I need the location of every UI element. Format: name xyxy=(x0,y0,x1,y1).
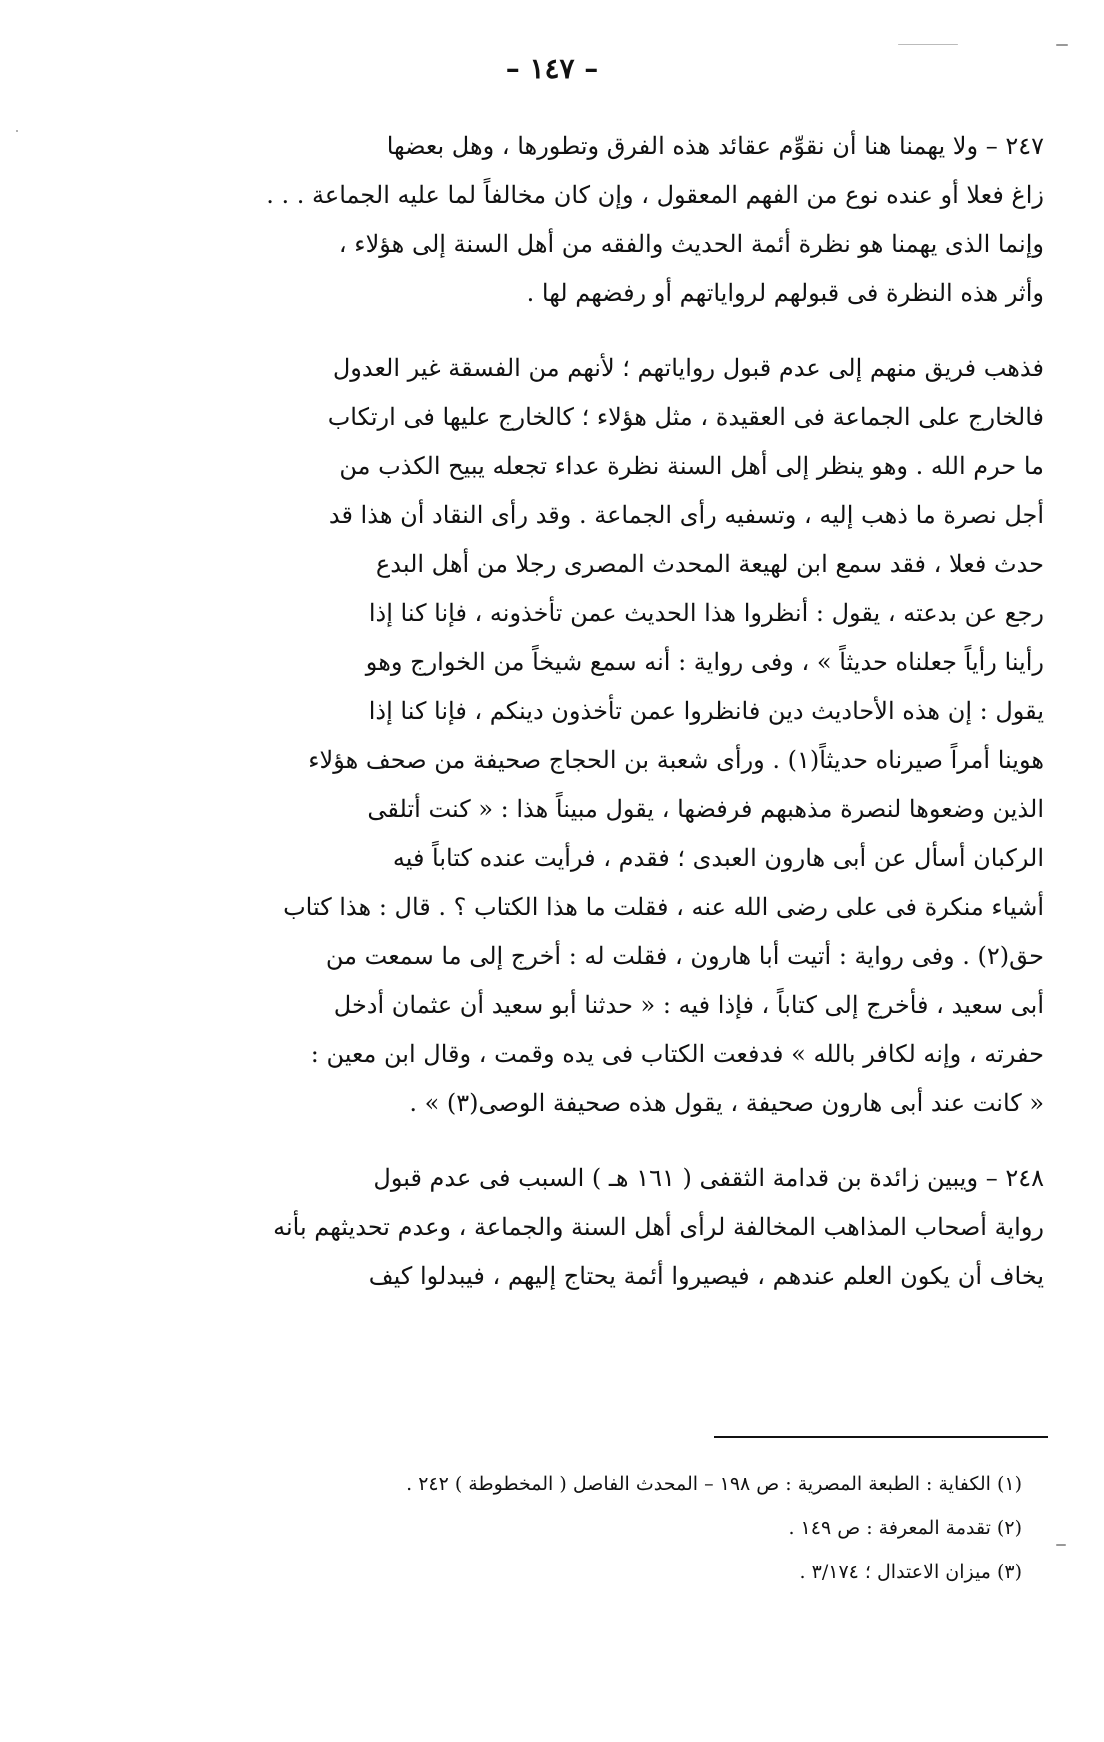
scan-speck xyxy=(1056,44,1068,46)
scan-speck xyxy=(898,44,958,45)
text-line: أشياء منكرة فى على رضى الله عنه ، فقلت ما هذا الكتاب ؟ . قال : هذا كتاب xyxy=(283,893,1044,921)
footnote-divider xyxy=(714,1436,1048,1438)
footnotes xyxy=(300,1462,1022,1594)
text-line: يخاف أن يكون العلم عندهم ، فيصيروا أئمة يحتاج إليهم ، فيبدلوا كيف xyxy=(368,1262,1044,1290)
text-line: الركبان أسأل عن أبى هارون العبدى ؛ فقدم ، فرأيت عنده كتاباً فيه xyxy=(392,844,1044,872)
text-line: أجل نصرة ما ذهب إليه ، وتسفيه رأى الجماعة . وقد رأى النقاد أن هذا قد xyxy=(328,501,1044,529)
text-line: زاغ فعلا أو عنده نوع من الفهم المعقول ، وإن كان مخالفاً لما عليه الجماعة . . . xyxy=(266,181,1044,209)
paragraph-247 xyxy=(218,122,1044,318)
footnote-1: (١) الكفاية : الطبعة المصرية : ص ١٩٨ – المحدث الفاصل ( المخطوطة ) ٢٤٢ . xyxy=(406,1473,1022,1495)
paragraph-first-group xyxy=(218,344,1044,1128)
text-line: هوينا أمراً صيرناه حديثاً(١) . ورأى شعبة بن الحجاج صحيفة من صحف هؤلاء xyxy=(308,746,1044,774)
text-line: ٢٤٧ – ولا يهمنا هنا أن نقوِّم عقائد هذه الفرق وتطورها ، وهل بعضها xyxy=(386,132,1044,160)
text-line: حفرته ، وإنه لكافر بالله » فدفعت الكتاب فى يده وقمت ، وقال ابن معين : xyxy=(310,1040,1044,1068)
scan-speck xyxy=(16,130,18,132)
text-line: فالخارج على الجماعة فى العقيدة ، مثل هؤلاء ؛ كالخارج عليها فى ارتكاب xyxy=(327,403,1044,431)
text-line: يقول : إن هذه الأحاديث دين فانظروا عمن تأخذون دينكم ، فإنا كنا إذا xyxy=(368,697,1044,725)
text-line: فذهب فريق منهم إلى عدم قبول رواياتهم ؛ لأنهم من الفسقة غير العدول xyxy=(332,354,1044,382)
footnote-3: (٣) ميزان الاعتدال ؛ ٣/١٧٤ . xyxy=(799,1561,1022,1583)
text-line: وإنما الذى يهمنا هو نظرة أئمة الحديث والفقه من أهل السنة إلى هؤلاء ، xyxy=(338,230,1044,258)
text-line: ٢٤٨ – ويبين زائدة بن قدامة الثقفى ( ١٦١ هـ ) السبب فى عدم قبول xyxy=(373,1164,1044,1192)
text-line: حق(٢) . وفى رواية : أتيت أبا هارون ، فقلت له : أخرج إلى ما سمعت من xyxy=(325,942,1044,970)
footnote-2: (٢) تقدمة المعرفة : ص ١٤٩ . xyxy=(788,1517,1022,1539)
text-line: رأينا رأياً جعلناه حديثاً » ، وفى رواية : أنه سمع شيخاً من الخوارج وهو xyxy=(365,648,1044,676)
scan-speck xyxy=(1056,1544,1066,1546)
text-line: الذين وضعوها لنصرة مذهبهم فرفضها ، يقول مبيناً هذا : « كنت أتلقى xyxy=(367,795,1044,823)
paragraph-248 xyxy=(218,1154,1044,1301)
text-line: ما حرم الله . وهو ينظر إلى أهل السنة نظرة عداء تجعله يبيح الكذب من xyxy=(339,452,1044,480)
text-line: حدث فعلا ، فقد سمع ابن لهيعة المحدث المصرى رجلا من أهل البدع xyxy=(375,550,1044,578)
text-line: رجع عن بدعته ، يقول : أنظروا هذا الحديث عمن تأخذونه ، فإنا كنا إذا xyxy=(368,599,1044,627)
body-text xyxy=(218,122,1044,1327)
text-line: « كانت عند أبى هارون صحيفة ، يقول هذه صحيفة الوصى(٣) » . xyxy=(409,1089,1044,1117)
page-number: – ١٤٧ – xyxy=(505,52,599,85)
text-line: وأثر هذه النظرة فى قبولهم لرواياتهم أو رفضهم لها . xyxy=(526,279,1044,307)
text-line: رواية أصحاب المذاهب المخالفة لرأى أهل السنة والجماعة ، وعدم تحديثهم بأنه xyxy=(273,1213,1044,1241)
text-line: أبى سعيد ، فأخرج إلى كتاباً ، فإذا فيه : « حدثنا أبو سعيد أن عثمان أدخل xyxy=(333,991,1044,1019)
